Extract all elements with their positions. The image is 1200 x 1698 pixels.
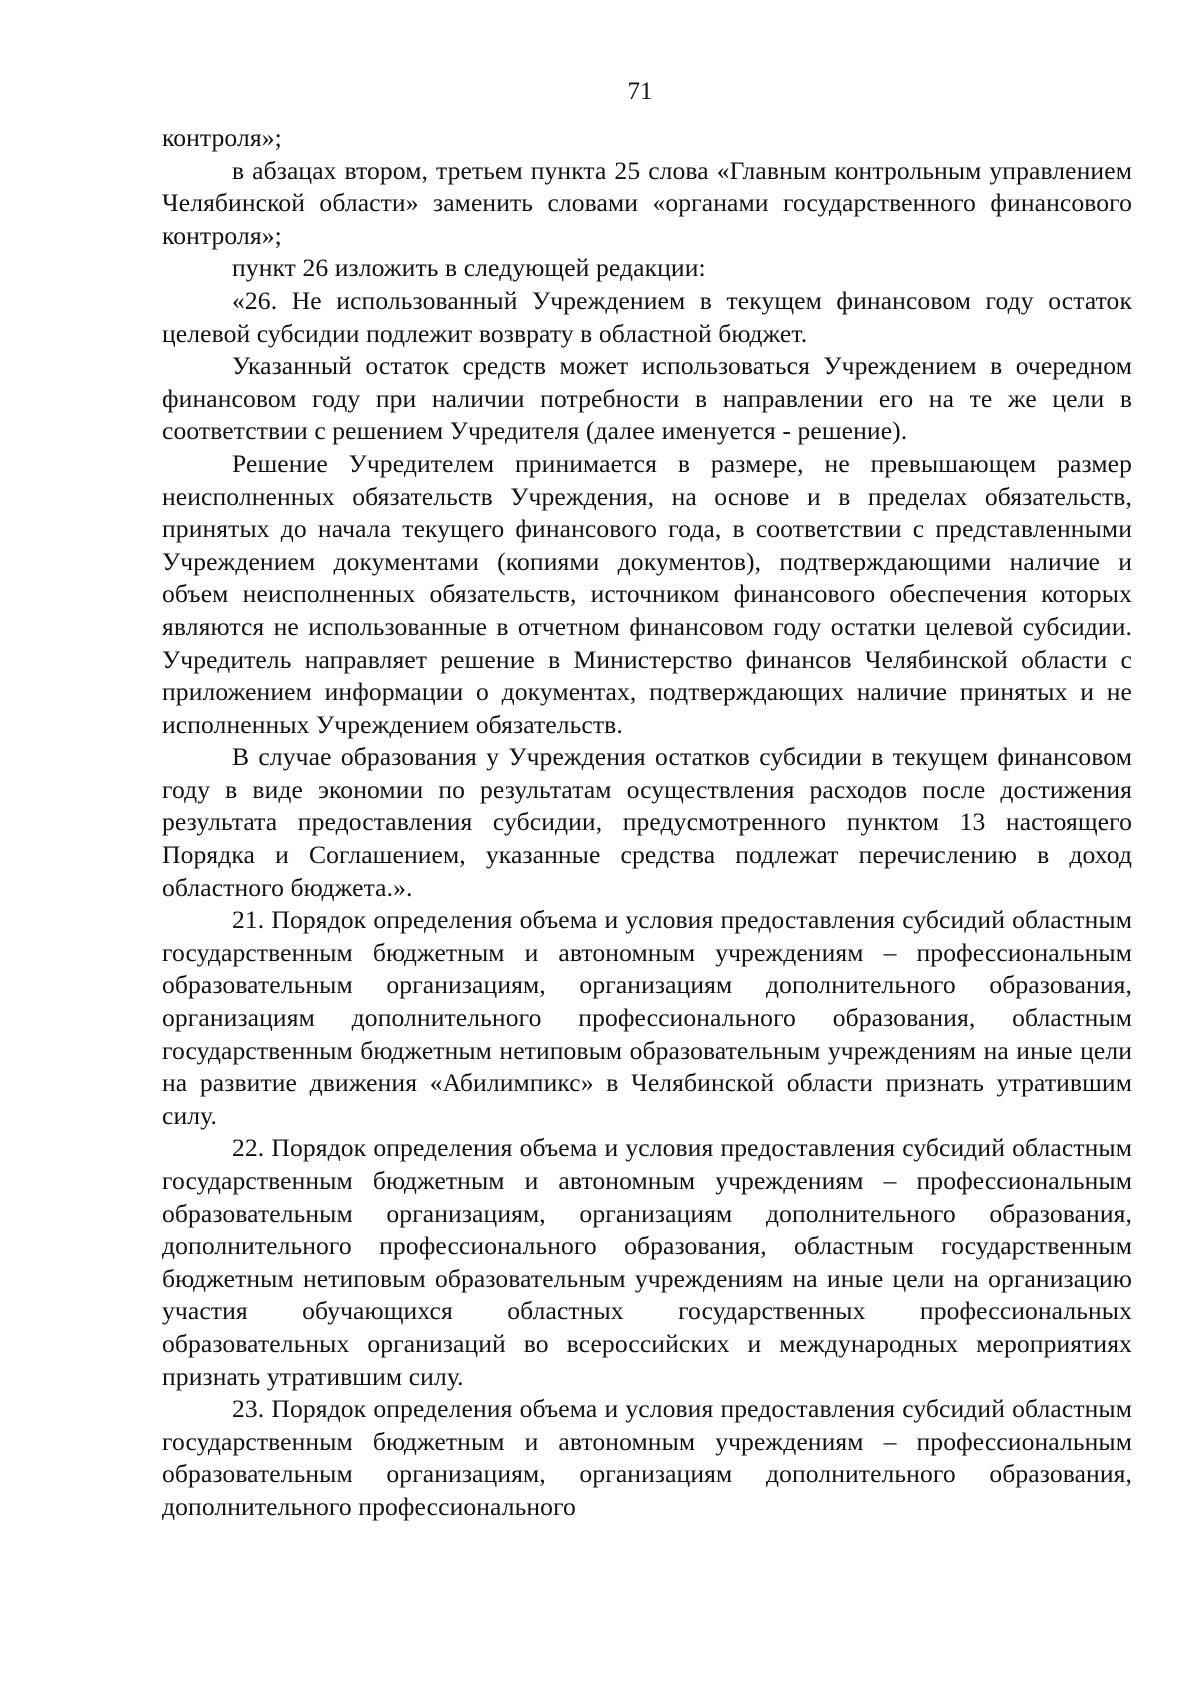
page-number: 71 bbox=[627, 78, 653, 105]
paragraph-item-21: 21. Порядок определения объема и условия предоставления субсидий областным государственным бюджетным и автономным учреждениям – профессиональным образовательным организациям, организациям дополнительного образования, организациям дополнительного профессионального образования, областным государственным бюджетным нетиповым образовательным учреждениям на иные цели на развитие движения «Абилимпикс» в Челябинской области признать утратившим силу. bbox=[162, 905, 1132, 1130]
document-body bbox=[162, 122, 1132, 1524]
paragraph-savings-return: В случае образования у Учреждения остатков субсидии в текущем финансовом году в виде экономии по результатам осуществления расходов после достижения результата предоставления субсидии, предусмотренного пунктом 13 настоящего Порядка и Соглашением, указанные средства подлежат перечислению в доход областного бюджета.». bbox=[162, 742, 1132, 902]
paragraph-item-22: 22. Порядок определения объема и условия предоставления субсидий областным государственным бюджетным и автономным учреждениям – профессиональным образовательным организациям, организациям дополнительного образования, дополнительного профессионального образования, областным государственным бюджетным нетиповым образовательным учреждениям на иные цели на организацию участия обучающихся областных государственных профессиональных образовательных организаций во всероссийских и международных мероприятиях признать утратившим силу. bbox=[162, 1133, 1132, 1391]
paragraph-remainder-usage: Указанный остаток средств может использоваться Учреждением в очередном финансовом году при наличии потребности в направлении его на те же цели в соответствии с решением Учредителя (далее именуется - решение). bbox=[162, 351, 1132, 446]
paragraph-founder-decision: Решение Учредителем принимается в размере, не превышающем размер неисполненных обязательств Учреждения, на основе и в пределах обязательств, принятых до начала текущего финансового года, в соответствии с представленными Учреждением документами (копиями документов), подтверждающими наличие и объем неисполненных обязательств, источником финансового обеспечения которых являются не использованные в отчетном финансовом году остатки целевой субсидии. Учредитель направляет решение в Министерство финансов Челябинской области с приложением информации о документах, подтверждающих наличие принятых и не исполненных Учреждением обязательств. bbox=[162, 448, 1132, 739]
paragraph-item-23: 23. Порядок определения объема и условия предоставления субсидий областным государственным бюджетным и автономным учреждениям – профессиональным образовательным организациям, организациям дополнительного образования, дополнительного профессионального bbox=[162, 1394, 1132, 1521]
paragraph-continuation: контроля»; bbox=[162, 123, 282, 152]
paragraph-amendment-25: в абзацах втором, третьем пункта 25 слова «Главным контрольным управлением Челябинской области» заменить словами «органами государственного финансового контроля»; bbox=[162, 155, 1132, 250]
paragraph-amendment-26-intro: пункт 26 изложить в следующей редакции: bbox=[232, 253, 706, 283]
paragraph-item-26: «26. Не использованный Учреждением в текущем финансовом году остаток целевой субсидии подлежит возврату в областной бюджет. bbox=[162, 285, 1132, 348]
